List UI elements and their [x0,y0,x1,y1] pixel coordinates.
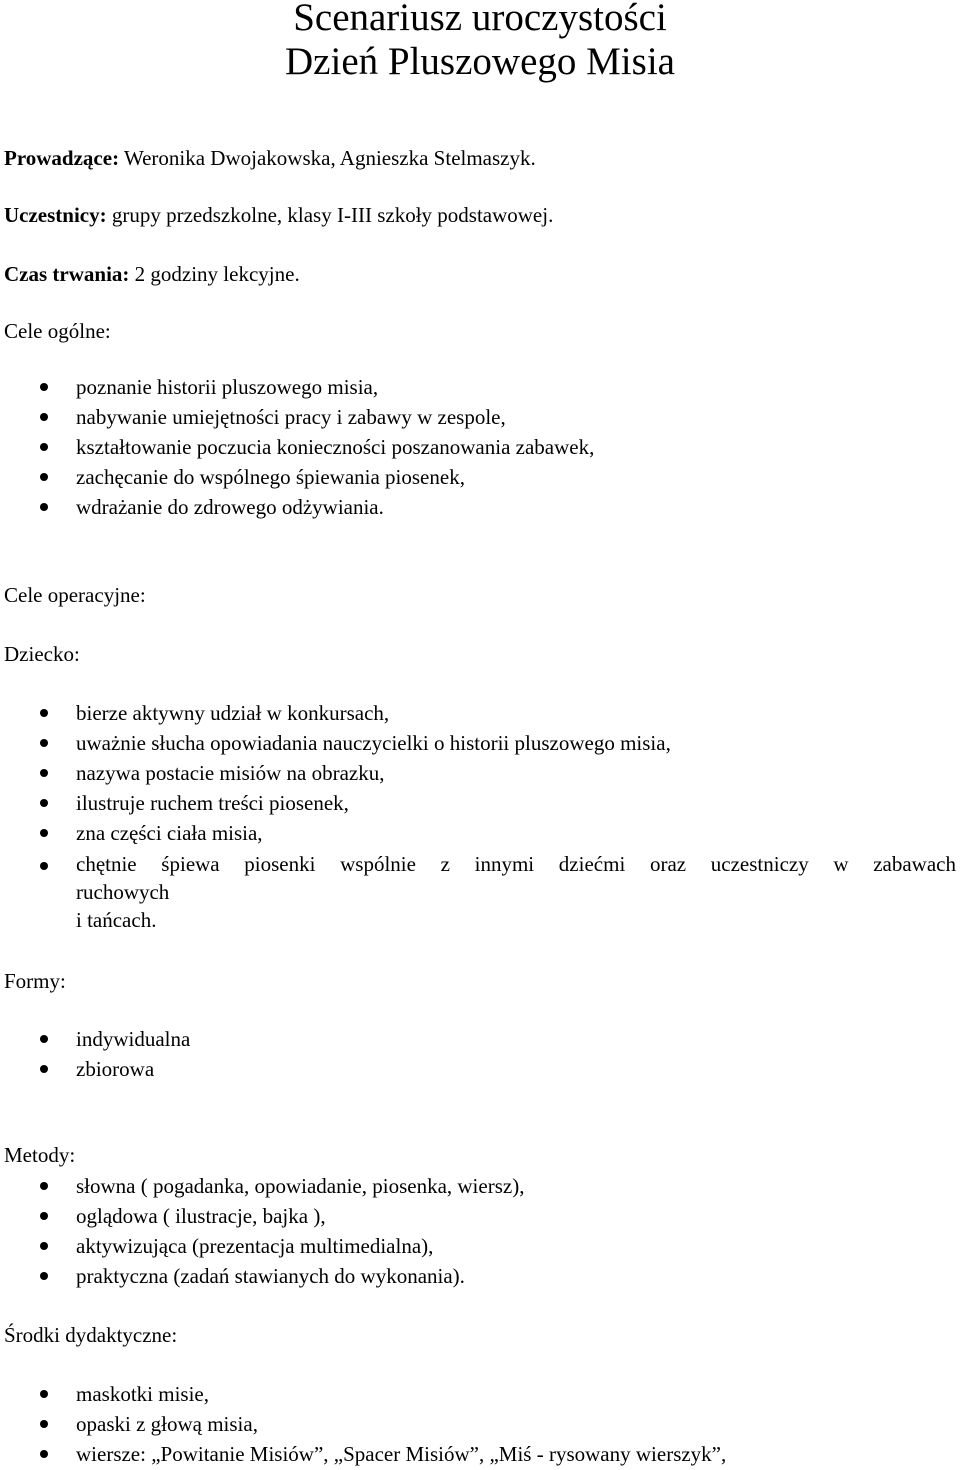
cele-ogolne-list [0,372,960,522]
bullet-icon [40,769,48,777]
bullet-icon [40,1182,48,1190]
info-czas [4,261,300,287]
list-item: zbiorowa [0,1054,960,1084]
list-item: praktyczna (zadań stawianych do wykonania). [0,1261,960,1291]
cele-operacyjne-heading: Cele operacyjne: [4,583,146,607]
srodki-heading: Środki dydaktyczne: [4,1323,178,1347]
bullet-icon [40,709,48,717]
list-item: nabywanie umiejętności pracy i zabawy w zespole, [0,402,960,432]
list-item: chętnie śpiewa piosenki wspólnie z innymi dziećmi oraz uczestniczy w zabawach ruchowych i tańcach. [0,848,960,934]
bullet-icon [40,1065,48,1073]
info-prowadzace [4,145,536,171]
bullet-icon [40,739,48,747]
list-item: opaski z głową misia, [0,1409,960,1439]
bullet-icon [40,443,48,451]
bullet-icon [40,383,48,391]
bullet-icon [40,1035,48,1043]
list-item: słowna ( pogadanka, opowiadanie, piosenka, wiersz), [0,1171,960,1201]
list-item: kształtowanie poczucia konieczności poszanowania zabawek, [0,432,960,462]
bullet-icon [40,862,48,870]
bullet-icon [40,1420,48,1428]
bullet-icon [40,799,48,807]
list-item: indywidualna [0,1024,960,1054]
bullet-icon [40,1390,48,1398]
dziecko-subheading: Dziecko: [4,642,80,666]
list-item: zna części ciała misia, [0,818,960,848]
formy-list [0,1024,960,1084]
info-uczestnicy [4,202,553,228]
formy-heading: Formy: [4,969,66,993]
bullet-icon [40,503,48,511]
bullet-icon [40,1242,48,1250]
bullet-icon [40,413,48,421]
bullet-icon [40,1450,48,1458]
bullet-icon [40,473,48,481]
bullet-icon [40,829,48,837]
metody-list [0,1171,960,1291]
page-title-line1: Scenariusz uroczystości [293,0,667,39]
list-item: zachęcanie do wspólnego śpiewania piosenek, [0,462,960,492]
list-item: wiersze: „Powitanie Misiów”, „Spacer Misiów”, „Miś - rysowany wierszyk”, [0,1439,960,1469]
prowadzace-label: Prowadzące: [4,146,120,170]
list-item: oglądowa ( ilustracje, bajka ), [0,1201,960,1231]
list-item: maskotki misie, [0,1379,960,1409]
cele-operacyjne-list [0,698,960,934]
czas-label: Czas trwania: [4,262,130,286]
uczestnicy-value: grupy przedszkolne, klasy I-III szkoły podstawowej. [106,203,554,227]
czas-value: 2 godziny lekcyjne. [129,262,300,286]
list-item: bierze aktywny udział w konkursach, [0,698,960,728]
metody-heading: Metody: [4,1143,76,1167]
page-title-line2: Dzień Pluszowego Misia [285,40,675,83]
bullet-icon [40,1272,48,1280]
list-item: wdrażanie do zdrowego odżywiania. [0,492,960,522]
prowadzace-value: Weronika Dwojakowska, Agnieszka Stelmaszyk. [119,146,536,170]
list-item: poznanie historii pluszowego misia, [0,372,960,402]
bullet-icon [40,1212,48,1220]
srodki-list [0,1379,960,1469]
list-item: aktywizująca (prezentacja multimedialna), [0,1231,960,1261]
list-item: uważnie słucha opowiadania nauczycielki o historii pluszowego misia, [0,728,960,758]
list-item: ilustruje ruchem treści piosenek, [0,788,960,818]
cele-ogolne-heading: Cele ogólne: [4,319,111,343]
list-item: nazywa postacie misiów na obrazku, [0,758,960,788]
uczestnicy-label: Uczestnicy: [4,203,107,227]
